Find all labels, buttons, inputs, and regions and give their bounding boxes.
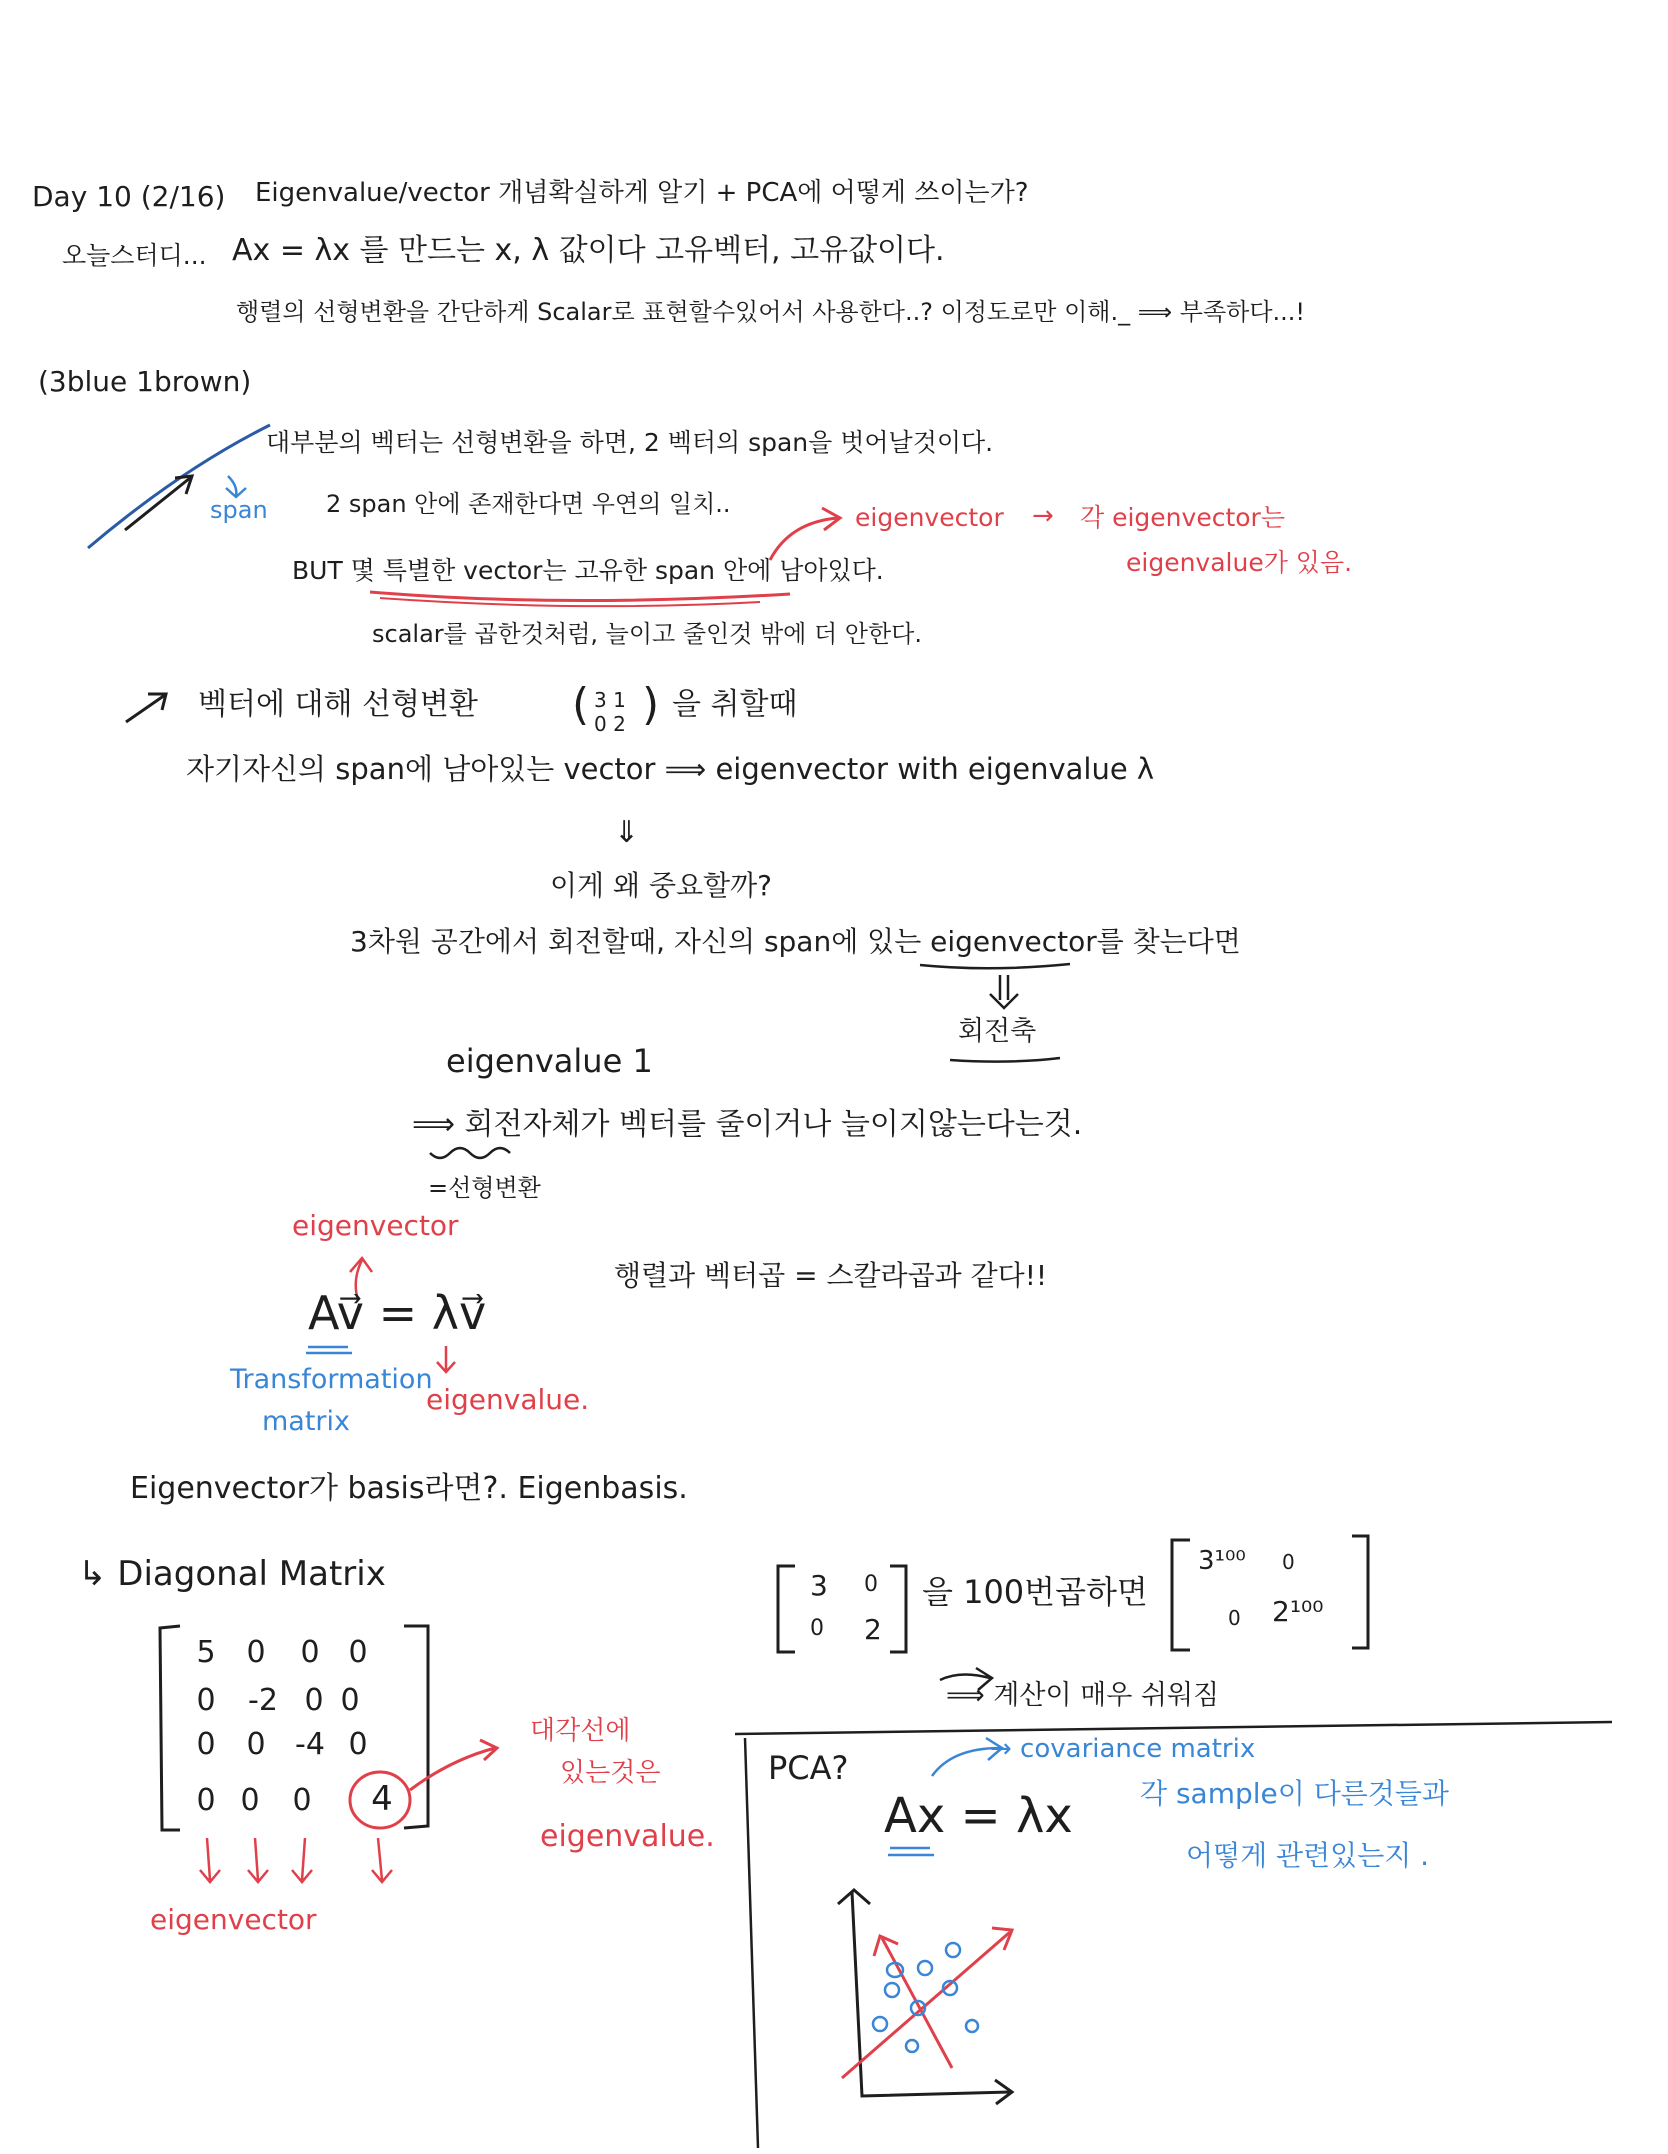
diag-cell: 0	[304, 1683, 324, 1718]
power-m-d: 2	[864, 1613, 882, 1646]
power-p-b: 0	[1282, 1550, 1295, 1574]
source-label: (3blue 1brown)	[38, 365, 252, 398]
diagonal-matrix-title: ↳ Diagonal Matrix	[78, 1554, 386, 1594]
pca-note-2: 어떻게 관련있는지 .	[1186, 1839, 1430, 1872]
why-important: 이게 왜 중요할까?	[550, 869, 772, 902]
diag-cell: 5	[196, 1635, 216, 1670]
diag-cell: 0	[340, 1683, 360, 1718]
note-arrow: →	[1032, 501, 1054, 531]
eigen-equation: Av⃗ = λv⃗	[308, 1286, 487, 1340]
diag-cell: 0	[246, 1635, 266, 1670]
power-text: 을 100번곱하면	[922, 1573, 1148, 1611]
diag-eigenvector-label: eigenvector	[150, 1903, 317, 1936]
pca-title: PCA?	[768, 1749, 849, 1787]
eigenbasis-line: Eigenvector가 basis라면?. Eigenbasis.	[130, 1471, 688, 1506]
power-m-c: 0	[810, 1616, 824, 1641]
transform-line-prefix: 벡터에 대해 선형변환	[198, 687, 478, 722]
diag-cell: 0	[196, 1727, 216, 1762]
power-m-a: 3	[810, 1569, 828, 1602]
diag-cell: 0	[196, 1683, 216, 1718]
intro-line-2: 행렬의 선형변환을 간단하게 Scalar로 표현할수있어서 사용한다..? 이정도로만 이해._ ⟹ 부족하다...!	[236, 298, 1306, 326]
day-label: Day 10 (2/16)	[32, 180, 226, 213]
transform-matrix-close: )	[642, 679, 660, 730]
power-p-a: 3¹⁰⁰	[1198, 1546, 1246, 1576]
diag-cell: 0	[196, 1783, 216, 1818]
down-arrow: ⇓	[614, 815, 640, 850]
transform-line-3: 3차원 공간에서 회전할때, 자신의 span에 있는 eigenvector를 찾는다면	[350, 925, 1241, 958]
eq-eigenvalue-label: eigenvalue.	[426, 1383, 590, 1416]
diag-note-1: 대각선에	[530, 1716, 631, 1746]
diag-cell: 0	[246, 1727, 266, 1762]
note-has-eigenvalue: eigenvalue가 있음.	[1126, 548, 1353, 577]
linear-transform-note: =선형변환	[428, 1174, 541, 1202]
diag-cell: 0	[300, 1635, 320, 1670]
diag-cell: 0	[240, 1783, 260, 1818]
span-note: span	[210, 496, 268, 524]
diag-cell: -2	[248, 1683, 278, 1718]
rotation-axis: 회전축	[958, 1016, 1037, 1047]
eigenvalue-one: eigenvalue 1	[446, 1042, 653, 1080]
diag-cell: 4	[371, 1779, 393, 1819]
diag-cell: 0	[348, 1727, 368, 1762]
topic-title: Eigenvalue/vector 개념확실하게 알기 + PCA에 어떻게 쓰이는가?	[255, 178, 1029, 208]
rotation-meaning: ⟹ 회전자체가 벡터를 줄이거나 늘이지않는다는것.	[412, 1107, 1083, 1142]
power-p-d: 2¹⁰⁰	[1272, 1595, 1324, 1628]
power-m-b: 0	[864, 1572, 878, 1597]
transform-line-2: 자기자신의 span에 남아있는 vector ⟹ eigenvector with eigenvalue λ	[186, 752, 1155, 786]
power-p-c: 0	[1228, 1606, 1241, 1630]
transform-matrix-open: (	[572, 679, 590, 730]
transform-matrix-top: 3 1	[594, 688, 626, 712]
span-line-1: 대부분의 벡터는 선형변환을 하면, 2 벡터의 span을 벗어날것이다.	[266, 428, 994, 457]
note-eigenvector: eigenvector	[855, 503, 1004, 532]
power-result: ⟹ 계산이 매우 쉬워짐	[946, 1680, 1220, 1711]
span-line-3: BUT 몇 특별한 vector는 고유한 span 안에 남아있다.	[292, 556, 884, 585]
note-each-eigenvector: 각 eigenvector는	[1080, 503, 1285, 532]
transform-line-suffix: 을 취할때	[672, 687, 798, 722]
pca-note-1: 각 sample이 다른것들과	[1140, 1777, 1449, 1810]
matrix-vector-note: 행렬과 벡터곱 = 스칼라곱과 같다!!	[614, 1259, 1048, 1292]
transformation-label: Transformation	[230, 1364, 433, 1395]
diag-note-3: eigenvalue.	[540, 1819, 715, 1854]
diag-cell: 0	[292, 1783, 312, 1818]
today-study-label: 오늘스터디...	[62, 241, 207, 270]
diag-cell: -4	[295, 1727, 325, 1762]
eq-eigenvector-label: eigenvector	[292, 1209, 459, 1242]
transform-matrix-bottom: 0 2	[594, 712, 626, 736]
pca-equation: Ax = λx	[884, 1788, 1073, 1844]
matrix-label: matrix	[262, 1406, 351, 1437]
diag-note-2: 있는것은	[560, 1758, 661, 1788]
pca-covariance: → covariance matrix	[990, 1734, 1256, 1764]
intro-line-1: Ax = λx 를 만드는 x, λ 값이다 고유벡터, 고유값이다.	[232, 233, 945, 268]
diagonal-matrix	[178, 1630, 404, 1826]
span-line-2: 2 span 안에 존재한다면 우연의 일치..	[326, 490, 731, 518]
span-line-4: scalar를 곱한것처럼, 늘이고 줄인것 밖에 더 안한다.	[372, 620, 922, 648]
diag-cell: 0	[348, 1635, 368, 1670]
